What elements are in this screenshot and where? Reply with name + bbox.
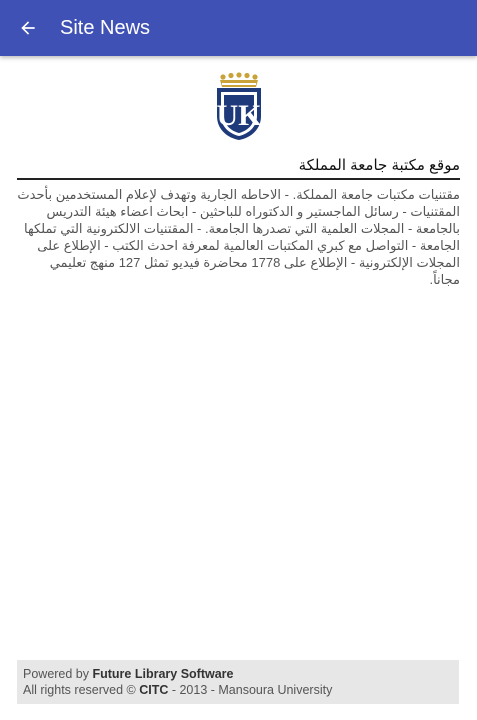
footer-rights-suffix: - 2013 - Mansoura University [168, 683, 333, 697]
footer-powered-line [23, 666, 453, 682]
page-title: Site News [60, 16, 151, 39]
news-body: مقتنيات مكتبات جامعة المملكة. - الاحاطه الجارية وتهدف لإعلام المستخدمين بأحدث المقتنيات - رسائل الماجستير و الدكتوراه للباحثين - ابحاث اعضاء هيئة التدريس بالجامعة - المجلات العلمية التي تصدرها الجامعة. - المقتنيات الالكترونية التي تملكها الجامعة - التواصل مع كبري المكتبات العالمية لمعرفة احدث الكتب - الإطلاع على المجلات الإلكترونية - الإطلاع على 1778 محاضرة فيديو تمثل 127 منهج تعليمي مجاناً. [17, 187, 460, 287]
app-bar [0, 0, 477, 56]
footer-rights-prefix: All rights reserved © [23, 683, 140, 697]
news-headline: موقع مكتبة جامعة المملكة [17, 156, 460, 180]
footer [17, 660, 459, 704]
university-crown-logo [213, 72, 265, 142]
back-button[interactable] [0, 0, 56, 56]
footer-rights-org: CITC [139, 683, 169, 697]
arrow-left-icon [18, 18, 38, 38]
logo-container [0, 72, 477, 142]
footer-powered-name: Future Library Software [92, 667, 234, 681]
logo-letters: UK [216, 99, 261, 132]
footer-powered-prefix: Powered by [23, 667, 93, 681]
footer-rights-line [23, 682, 453, 698]
